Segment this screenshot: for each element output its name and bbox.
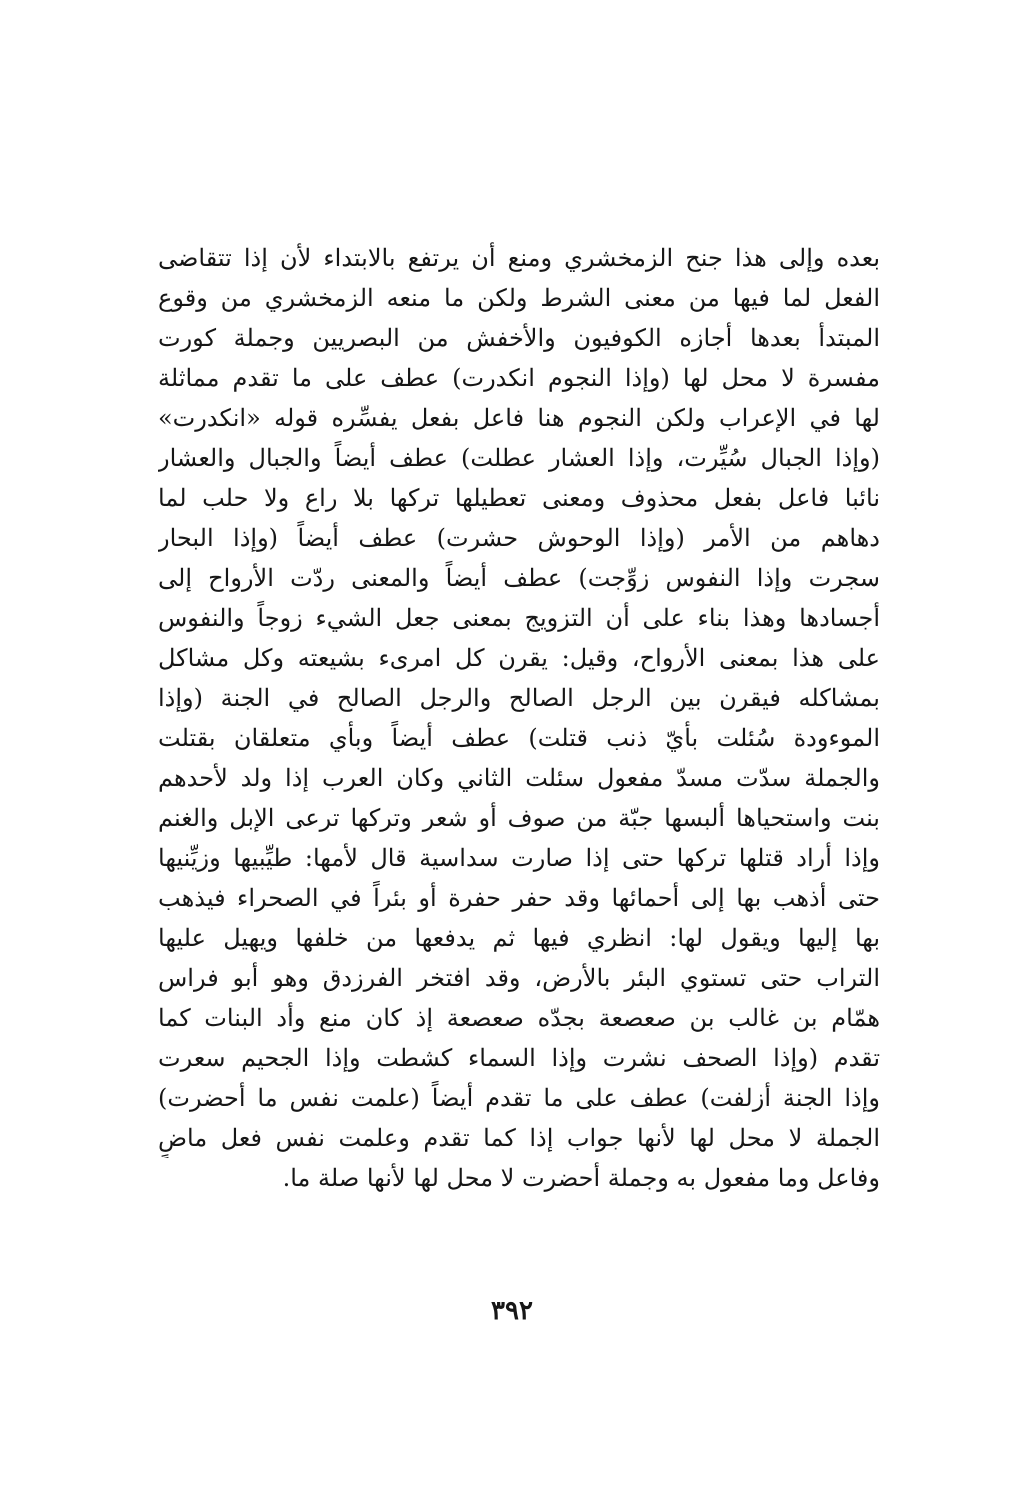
text-line: الفعل لما فيها من معنى الشرط ولكن ما منعه الزمخشري من وقوع [158,284,880,312]
text-line: لها في الإعراب ولكن النجوم هنا فاعل بفعل يفسِّره قوله «انكدرت» [158,404,880,432]
text-line: وإذا أراد قتلها تركها حتى إذا صارت سداسية قال لأمها: طيِّبيها وزيِّنيها [158,844,880,872]
text-line: الموءودة سُئلت بأيّ ذنب قتلت) عطف أيضاً وبأي متعلقان بقتلت [158,724,880,752]
text-line: بنت واستحياها ألبسها جبّة من صوف أو شعر وتركها ترعى الإبل والغنم [158,804,880,832]
text-line: همّام بن غالب بن صعصعة بجدّه صعصعة إذ كان منع وأد البنات كما [158,1004,880,1032]
text-line: حتى أذهب بها إلى أحمائها وقد حفر حفرة أو بئراً في الصحراء فيذهب [158,884,880,912]
text-line: وفاعل وما مفعول به وجملة أحضرت لا محل لها لأنها صلة ما. [282,1164,880,1192]
text-line: دهاهم من الأمر (وإذا الوحوش حشرت) عطف أيضاً (وإذا البحار [158,524,880,552]
text-line: نائبا فاعل بفعل محذوف ومعنى تعطيلها تركها بلا راع ولا حلب لما [158,484,880,512]
text-line: بمشاكله فيقرن بين الرجل الصالح والرجل الصالح في الجنة (وإذا [158,684,880,712]
text-line: سجرت وإذا النفوس زوِّجت) عطف أيضاً والمعنى ردّت الأرواح إلى [158,564,880,592]
text-line: والجملة سدّت مسدّ مفعول سئلت الثاني وكان العرب إذا ولد لأحدهم [158,764,880,792]
body-text [158,238,880,1198]
text-line: أجسادها وهذا بناء على أن التزويج بمعنى جعل الشيء زوجاً والنفوس [158,604,880,632]
text-line: (وإذا الجبال سُيِّرت، وإذا العشار عطلت) عطف أيضاً والجبال والعشار [158,444,880,472]
text-line: وإذا الجنة أزلفت) عطف على ما تقدم أيضاً (علمت نفس ما أحضرت) [158,1084,880,1112]
text-line: التراب حتى تستوي البئر بالأرض، وقد افتخر الفرزدق وهو أبو فراس [158,964,880,992]
text-line: تقدم (وإذا الصحف نشرت وإذا السماء كشطت وإذا الجحيم سعرت [158,1044,880,1072]
text-line: الجملة لا محل لها لأنها جواب إذا كما تقدم وعلمت نفس فعل ماضٍ [158,1124,880,1152]
text-line: على هذا بمعنى الأرواح، وقيل: يقرن كل امرىء بشيعته وكل مشاكل [158,644,880,672]
text-line: المبتدأ بعدها أجازه الكوفيون والأخفش من البصريين وجملة كورت [158,324,880,352]
text-line: مفسرة لا محل لها (وإذا النجوم انكدرت) عطف على ما تقدم مماثلة [158,364,880,392]
page-number: ٣٩٢ [491,1296,533,1326]
text-line: بها إليها ويقول لها: انظري فيها ثم يدفعها من خلفها ويهيل عليها [158,924,880,952]
text-line: بعده وإلى هذا جنح الزمخشري ومنع أن يرتفع بالابتداء لأن إذا تتقاضى [158,244,880,272]
